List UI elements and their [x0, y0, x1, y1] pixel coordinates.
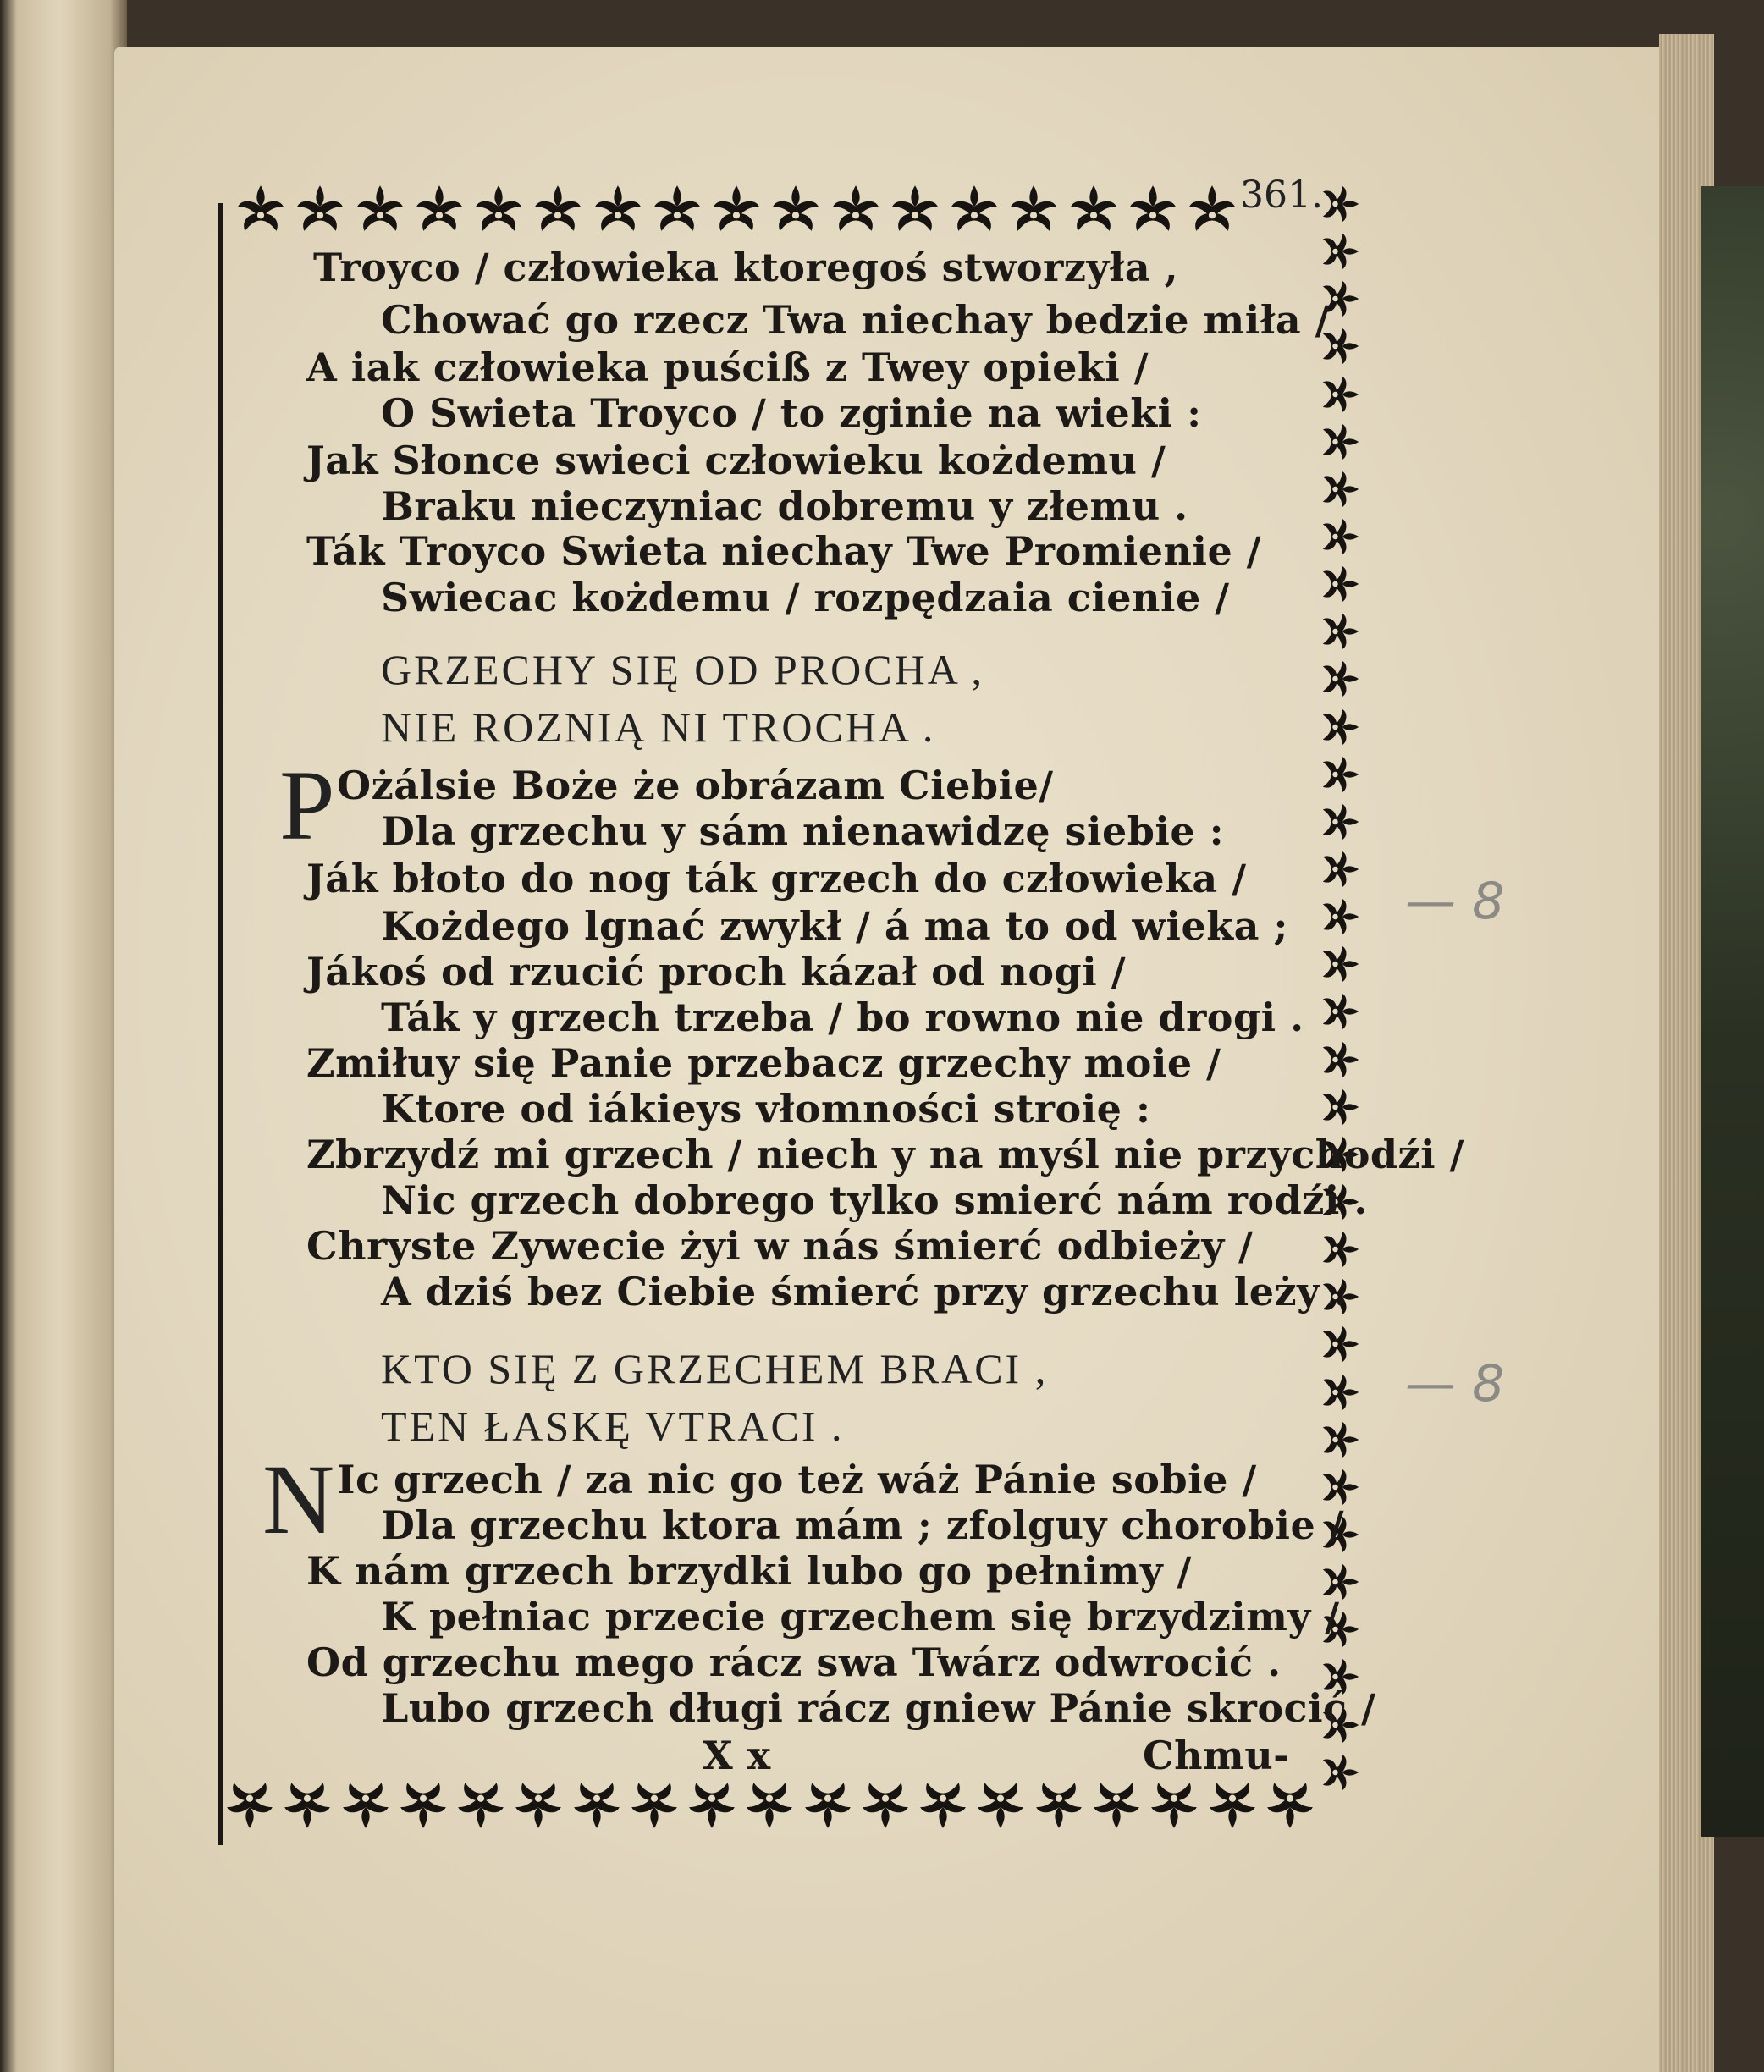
fleuron-ornament [1315, 1750, 1367, 1794]
fleuron-ornament [1315, 657, 1367, 701]
fleuron-ornament [915, 1777, 971, 1833]
verse-line: Ożálsie Boże że obrázam Ciebie/ [337, 763, 1054, 808]
verse-line: Ták y grzech trzeba / bo rowno nie drogi . [381, 995, 1304, 1040]
verse-line: Ic grzech / za nic go też wáż Pánie sobie / [337, 1457, 1257, 1502]
verse-line: O Swieta Troyco / to zginie na wieki : [381, 390, 1202, 436]
fleuron-ornament [1315, 420, 1367, 464]
verse-line: Ktore od iákieys vłomności stroię : [381, 1086, 1151, 1132]
verse-line: Jákoś od rzucić proch kázał od nogi / [306, 949, 1127, 995]
verse-line: Lubo grzech długi rácz gniew Pánie skrocić / [381, 1685, 1376, 1731]
fleuron-ornament [1315, 182, 1367, 226]
fleuron-ornament [973, 1777, 1028, 1833]
fleuron-ornament [857, 1777, 913, 1833]
page-number: 361. [1240, 174, 1323, 217]
fleuron-ornament [1146, 1777, 1202, 1833]
fleuron-ornament [649, 180, 705, 236]
fleuron-ornament [1031, 1777, 1087, 1833]
fleuron-ornament [1125, 180, 1181, 236]
verse-line: Ják błoto do nog ták grzech do człowieka / [306, 856, 1247, 901]
fleuron-ornament [233, 180, 289, 236]
fleuron-ornament [887, 180, 943, 236]
fleuron-ornament [1066, 180, 1122, 236]
left-page-edge [0, 0, 127, 2072]
fleuron-ornament [222, 1777, 278, 1833]
fleuron-ornament [1315, 752, 1367, 796]
fleuron-ornament [395, 1777, 451, 1833]
section-heading: GRZECHY SIĘ OD PROCHA , [381, 646, 985, 693]
fleuron-ornament [1315, 562, 1367, 606]
margin-note: — 8 [1405, 872, 1505, 931]
fleuron-ornament [1315, 1085, 1367, 1129]
verse-line: Ták Troyco Swieta niechay Twe Promienie / [306, 528, 1262, 574]
fleuron-ornament [530, 180, 586, 236]
verse-line: Kożdego lgnać zwykł / á ma to od wieka ; [381, 903, 1288, 949]
verse-line: Zbrzydź mi grzech / niech y na myśl nie przychodźi / [306, 1132, 1464, 1177]
fleuron-ornament [1315, 1038, 1367, 1082]
verse-line: Zmiłuy się Panie przebacz grzechy moie / [306, 1040, 1221, 1086]
fleuron-ornament [453, 1777, 509, 1833]
fleuron-ornament [828, 180, 884, 236]
frame-rule-left [218, 203, 223, 1845]
fleuron-ornament [1262, 1777, 1318, 1833]
fleuron-ornament [1315, 705, 1367, 749]
fleuron-ornament [800, 1777, 856, 1833]
fleuron-ornament [411, 180, 467, 236]
fleuron-ornament [946, 180, 1002, 236]
fleuron-ornament [569, 1777, 625, 1833]
fleuron-ornament [510, 1777, 566, 1833]
fleuron-ornament [768, 180, 824, 236]
verse-line: Dla grzechu ktora mám ; zfolguy chorobie / [381, 1502, 1345, 1548]
ornamental-border-right [1310, 182, 1371, 1794]
fleuron-ornament [1315, 847, 1367, 891]
margin-note: — 8 [1405, 1354, 1505, 1413]
fleuron-ornament [1315, 467, 1367, 511]
fleuron-ornament [1184, 180, 1240, 236]
fleuron-ornament [1315, 1418, 1367, 1462]
verse-line: Jak Słonce swieci człowieku kożdemu / [306, 438, 1166, 483]
verse-line: A iak człowieka puściß z Twey opieki / [306, 344, 1149, 390]
fleuron-ornament [1089, 1777, 1144, 1833]
book-cover [1701, 186, 1764, 1837]
fleuron-ornament [1315, 1370, 1367, 1414]
fleuron-ornament [1315, 1227, 1367, 1271]
verse-line: Nic grzech dobrego tylko smierć nám rodźi . [381, 1177, 1368, 1223]
verse-line: Chryste Zywecie żyi w nás śmierć odbieży / [306, 1223, 1254, 1269]
fleuron-ornament [292, 180, 348, 236]
verse-line: K nám grzech brzydki lubo go pełnimy / [306, 1548, 1192, 1594]
fleuron-ornament [1315, 942, 1367, 986]
fleuron-ornament [741, 1777, 797, 1833]
fleuron-ornament [471, 180, 526, 236]
verse-line: Dla grzechu y sám nienawidzę siebie : [381, 808, 1225, 854]
verse-line: K pełniac przecie grzechem się brzydzimy / [381, 1594, 1340, 1639]
signature-mark: X x [703, 1733, 771, 1778]
fleuron-ornament [1006, 180, 1061, 236]
section-heading: TEN ŁASKĘ VTRACI . [381, 1402, 845, 1450]
verse-line: Chować go rzecz Twa niechay bedzie miła / [381, 297, 1331, 343]
fleuron-ornament [338, 1777, 394, 1833]
ornamental-border-top [233, 174, 1240, 243]
catchword: Chmu- [1143, 1733, 1290, 1778]
section-heading: KTO SIĘ Z GRZECHEM BRACI , [381, 1345, 1049, 1392]
fleuron-ornament [1315, 1322, 1367, 1366]
fleuron-ornament [1315, 800, 1367, 844]
fleuron-ornament [1315, 229, 1367, 273]
fleuron-ornament [1315, 989, 1367, 1033]
fleuron-ornament [626, 1777, 682, 1833]
fleuron-ornament [352, 180, 408, 236]
verse-line: Swiecac kożdemu / rozpędzaia cienie / [381, 575, 1230, 620]
verse-line: Od grzechu mego rácz swa Twárz odwrocić . [306, 1639, 1282, 1685]
fleuron-ornament [1315, 372, 1367, 416]
ornamental-border-bottom [222, 1767, 1318, 1843]
verse-line: Troyco / człowieka ktoregoś stworzyła , [313, 245, 1179, 290]
fleuron-ornament [1315, 515, 1367, 559]
fleuron-ornament [1315, 609, 1367, 653]
drop-cap: P [279, 750, 335, 861]
fleuron-ornament [1204, 1777, 1260, 1833]
verse-line: A dziś bez Ciebie śmierć przy grzechu leży . [381, 1269, 1348, 1314]
verse-line: Braku nieczyniac dobremu y złemu . [381, 483, 1188, 529]
fleuron-ornament [684, 1777, 740, 1833]
section-heading: NIE ROZNIĄ NI TROCHA . [381, 703, 936, 751]
fleuron-ornament [590, 180, 646, 236]
fleuron-ornament [1315, 895, 1367, 939]
fleuron-ornament [708, 180, 764, 236]
drop-cap: N [262, 1444, 335, 1555]
fleuron-ornament [279, 1777, 335, 1833]
